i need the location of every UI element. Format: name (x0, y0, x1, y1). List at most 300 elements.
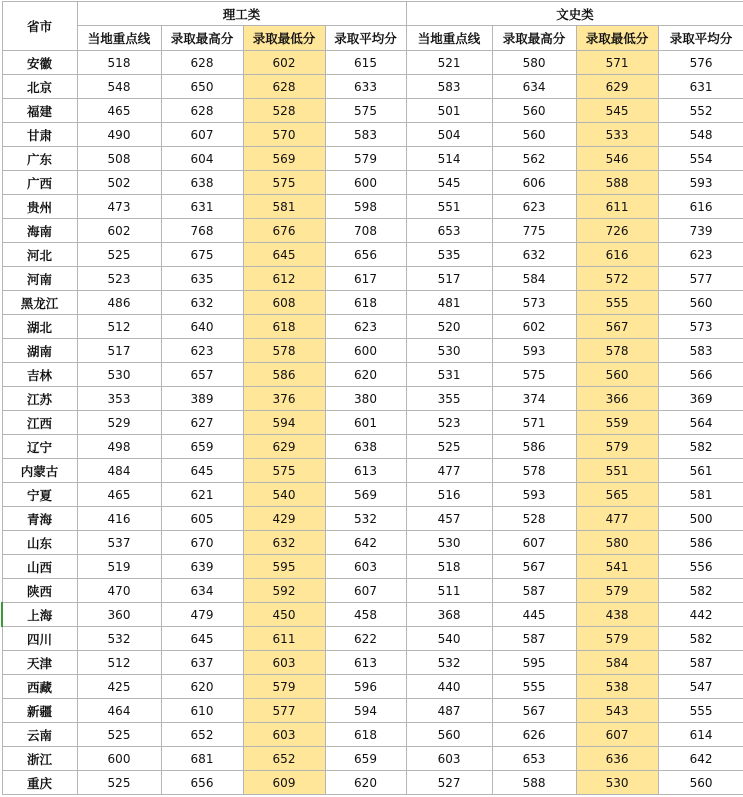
science-avg-score-cell: 615 (325, 51, 406, 75)
province-cell: 陕西 (2, 579, 77, 603)
arts-max-score-cell: 374 (492, 387, 576, 411)
science-min-score-cell: 586 (243, 363, 325, 387)
science-avg-score-cell: 601 (325, 411, 406, 435)
science-key-line-cell: 464 (77, 699, 161, 723)
arts-min-score-cell: 543 (576, 699, 658, 723)
arts-min-score-cell: 579 (576, 435, 658, 459)
science-min-score-cell: 645 (243, 243, 325, 267)
arts-max-score-cell: 606 (492, 171, 576, 195)
science-avg-score-cell: 583 (325, 123, 406, 147)
arts-max-score-cell: 602 (492, 315, 576, 339)
science-key-line-cell: 525 (77, 771, 161, 795)
province-cell: 河北 (2, 243, 77, 267)
table-row (2, 651, 743, 675)
arts-max-score-cell: 632 (492, 243, 576, 267)
science-avg-score-cell: 603 (325, 555, 406, 579)
arts-min-score-cell: 560 (576, 363, 658, 387)
province-cell: 重庆 (2, 771, 77, 795)
arts-max-score-cell: 626 (492, 723, 576, 747)
science-avg-score-cell: 532 (325, 507, 406, 531)
arts-min-score-cell: 580 (576, 531, 658, 555)
table-body (2, 51, 743, 795)
arts-avg-score-cell: 500 (658, 507, 743, 531)
science-key-line-cell: 486 (77, 291, 161, 315)
arts-avg-score-cell: 642 (658, 747, 743, 771)
table-row (2, 747, 743, 771)
science-avg-score-cell: 607 (325, 579, 406, 603)
science-avg-score-cell: 600 (325, 339, 406, 363)
table-row (2, 363, 743, 387)
table-row (2, 531, 743, 555)
science-max-score-cell: 479 (161, 603, 243, 627)
admission-score-table (1, 1, 743, 795)
table-row (2, 75, 743, 99)
science-min-score-cell: 629 (243, 435, 325, 459)
arts-max-score-cell: 588 (492, 771, 576, 795)
science-avg-score-cell: 659 (325, 747, 406, 771)
science-key-line-cell: 530 (77, 363, 161, 387)
arts-key-line-cell: 560 (406, 723, 492, 747)
province-cell: 云南 (2, 723, 77, 747)
science-min-score-cell: 575 (243, 459, 325, 483)
science-key-line-cell: 465 (77, 483, 161, 507)
province-cell: 江苏 (2, 387, 77, 411)
table-row (2, 483, 743, 507)
arts-min-score-cell: 546 (576, 147, 658, 171)
arts-max-score-cell: 575 (492, 363, 576, 387)
science-avg-score-cell: 569 (325, 483, 406, 507)
science-key-line-cell: 517 (77, 339, 161, 363)
science-min-score-cell: 376 (243, 387, 325, 411)
arts-max-score-cell: 567 (492, 699, 576, 723)
science-max-score-cell: 768 (161, 219, 243, 243)
science-key-line-cell: 525 (77, 723, 161, 747)
science-key-line-cell: 525 (77, 243, 161, 267)
science-min-score-cell: 592 (243, 579, 325, 603)
science-max-score-cell: 652 (161, 723, 243, 747)
table-row (2, 171, 743, 195)
arts-min-score-cell: 366 (576, 387, 658, 411)
science-max-score-cell: 634 (161, 579, 243, 603)
arts-avg-score-cell: 560 (658, 771, 743, 795)
province-cell: 湖北 (2, 315, 77, 339)
science-min-score-cell: 528 (243, 99, 325, 123)
province-cell: 山东 (2, 531, 77, 555)
science-avg-score-cell: 600 (325, 171, 406, 195)
province-cell: 广东 (2, 147, 77, 171)
table-row (2, 579, 743, 603)
arts-min-score-cell: 530 (576, 771, 658, 795)
province-cell: 青海 (2, 507, 77, 531)
arts-min-score-cell: 636 (576, 747, 658, 771)
science-avg-score-cell: 380 (325, 387, 406, 411)
science-group-header: 理工类 (77, 2, 406, 26)
table-row (2, 99, 743, 123)
province-cell: 浙江 (2, 747, 77, 771)
arts-avg-score-cell: 631 (658, 75, 743, 99)
science-max-score-cell: 623 (161, 339, 243, 363)
science-key-line-cell: 512 (77, 315, 161, 339)
arts-key-line-cell: 603 (406, 747, 492, 771)
province-cell: 内蒙古 (2, 459, 77, 483)
arts-max-score-cell: 584 (492, 267, 576, 291)
province-cell: 安徽 (2, 51, 77, 75)
arts-key-line-cell: 653 (406, 219, 492, 243)
science-min-score-cell: 540 (243, 483, 325, 507)
arts-max-score-cell: 586 (492, 435, 576, 459)
province-cell: 河南 (2, 267, 77, 291)
province-cell: 黑龙江 (2, 291, 77, 315)
science-max-score-cell: 640 (161, 315, 243, 339)
arts-max-score-cell: 560 (492, 123, 576, 147)
science-key-line-cell: 473 (77, 195, 161, 219)
arts-min-score-cell: 477 (576, 507, 658, 531)
science-key-line-cell: 518 (77, 51, 161, 75)
arts-key-line-cell: 481 (406, 291, 492, 315)
arts-avg-score-cell: 564 (658, 411, 743, 435)
arts-avg-score-cell: 547 (658, 675, 743, 699)
arts-max-score-cell: 623 (492, 195, 576, 219)
arts-avg-score-cell: 581 (658, 483, 743, 507)
arts-key-line-cell: 530 (406, 531, 492, 555)
arts-key-line-cell: 477 (406, 459, 492, 483)
arts-min-score-cell: 578 (576, 339, 658, 363)
science-max-score-cell: 656 (161, 771, 243, 795)
table-row (2, 411, 743, 435)
arts-max-score-cell: 587 (492, 627, 576, 651)
science-max-score-cell: 627 (161, 411, 243, 435)
table-row (2, 603, 743, 627)
province-cell: 江西 (2, 411, 77, 435)
science-key-line-cell: 523 (77, 267, 161, 291)
arts-avg-score-cell: 623 (658, 243, 743, 267)
table-row (2, 723, 743, 747)
science-avg-score-cell: 613 (325, 459, 406, 483)
science-avg-score-cell: 708 (325, 219, 406, 243)
science-max-score-cell: 650 (161, 75, 243, 99)
science-key-line-cell: 537 (77, 531, 161, 555)
science-min-score-cell: 602 (243, 51, 325, 75)
province-cell: 宁夏 (2, 483, 77, 507)
science-avg-score-cell: 623 (325, 315, 406, 339)
table-row (2, 195, 743, 219)
arts-min-score-cell: 559 (576, 411, 658, 435)
arts-avg-score-cell: 555 (658, 699, 743, 723)
science-max-score-cell: 635 (161, 267, 243, 291)
arts-max-score-cell: 634 (492, 75, 576, 99)
arts-max-score-cell: 578 (492, 459, 576, 483)
science-key-line-cell: 470 (77, 579, 161, 603)
science-min-score-cell: 603 (243, 651, 325, 675)
arts-max-score-cell: 555 (492, 675, 576, 699)
arts-min-score-cell: 588 (576, 171, 658, 195)
science-min-score-cell: 676 (243, 219, 325, 243)
science-key-line-cell: 502 (77, 171, 161, 195)
science-max-score-cell: 607 (161, 123, 243, 147)
arts-key-line-cell: 525 (406, 435, 492, 459)
col-header-avg: 录取平均分 (658, 26, 743, 51)
science-avg-score-cell: 579 (325, 147, 406, 171)
science-avg-score-cell: 638 (325, 435, 406, 459)
table-row (2, 387, 743, 411)
col-header-max: 录取最高分 (161, 26, 243, 51)
science-key-line-cell: 498 (77, 435, 161, 459)
table-row (2, 219, 743, 243)
arts-max-score-cell: 607 (492, 531, 576, 555)
arts-min-score-cell: 551 (576, 459, 658, 483)
col-header-max: 录取最高分 (492, 26, 576, 51)
province-cell: 海南 (2, 219, 77, 243)
science-avg-score-cell: 620 (325, 771, 406, 795)
province-cell: 天津 (2, 651, 77, 675)
arts-key-line-cell: 520 (406, 315, 492, 339)
arts-min-score-cell: 572 (576, 267, 658, 291)
province-cell: 辽宁 (2, 435, 77, 459)
science-max-score-cell: 657 (161, 363, 243, 387)
arts-avg-score-cell: 583 (658, 339, 743, 363)
science-max-score-cell: 675 (161, 243, 243, 267)
arts-min-score-cell: 579 (576, 627, 658, 651)
arts-avg-score-cell: 554 (658, 147, 743, 171)
science-avg-score-cell: 618 (325, 723, 406, 747)
arts-key-line-cell: 530 (406, 339, 492, 363)
arts-min-score-cell: 629 (576, 75, 658, 99)
science-key-line-cell: 353 (77, 387, 161, 411)
arts-min-score-cell: 571 (576, 51, 658, 75)
science-avg-score-cell: 620 (325, 363, 406, 387)
science-max-score-cell: 389 (161, 387, 243, 411)
science-avg-score-cell: 594 (325, 699, 406, 723)
arts-key-line-cell: 355 (406, 387, 492, 411)
table-row (2, 555, 743, 579)
science-key-line-cell: 512 (77, 651, 161, 675)
science-min-score-cell: 632 (243, 531, 325, 555)
science-min-score-cell: 570 (243, 123, 325, 147)
arts-min-score-cell: 555 (576, 291, 658, 315)
arts-key-line-cell: 551 (406, 195, 492, 219)
science-key-line-cell: 548 (77, 75, 161, 99)
science-max-score-cell: 637 (161, 651, 243, 675)
science-max-score-cell: 659 (161, 435, 243, 459)
science-min-score-cell: 594 (243, 411, 325, 435)
science-avg-score-cell: 613 (325, 651, 406, 675)
science-max-score-cell: 621 (161, 483, 243, 507)
arts-max-score-cell: 528 (492, 507, 576, 531)
science-max-score-cell: 632 (161, 291, 243, 315)
science-max-score-cell: 639 (161, 555, 243, 579)
arts-min-score-cell: 567 (576, 315, 658, 339)
table-row (2, 147, 743, 171)
arts-min-score-cell: 438 (576, 603, 658, 627)
science-avg-score-cell: 622 (325, 627, 406, 651)
arts-max-score-cell: 573 (492, 291, 576, 315)
arts-min-score-cell: 545 (576, 99, 658, 123)
header-row-groups (2, 2, 743, 26)
province-cell: 吉林 (2, 363, 77, 387)
arts-max-score-cell: 595 (492, 651, 576, 675)
table-row (2, 627, 743, 651)
arts-max-score-cell: 653 (492, 747, 576, 771)
science-key-line-cell: 425 (77, 675, 161, 699)
table-row (2, 675, 743, 699)
science-min-score-cell: 581 (243, 195, 325, 219)
science-key-line-cell: 484 (77, 459, 161, 483)
arts-avg-score-cell: 614 (658, 723, 743, 747)
arts-avg-score-cell: 560 (658, 291, 743, 315)
arts-key-line-cell: 532 (406, 651, 492, 675)
arts-min-score-cell: 579 (576, 579, 658, 603)
science-avg-score-cell: 575 (325, 99, 406, 123)
arts-min-score-cell: 533 (576, 123, 658, 147)
science-min-score-cell: 578 (243, 339, 325, 363)
science-max-score-cell: 628 (161, 51, 243, 75)
science-min-score-cell: 618 (243, 315, 325, 339)
arts-key-line-cell: 440 (406, 675, 492, 699)
province-cell: 四川 (2, 627, 77, 651)
science-key-line-cell: 360 (77, 603, 161, 627)
table-row (2, 51, 743, 75)
science-avg-score-cell: 596 (325, 675, 406, 699)
science-max-score-cell: 605 (161, 507, 243, 531)
science-key-line-cell: 519 (77, 555, 161, 579)
science-min-score-cell: 609 (243, 771, 325, 795)
province-header: 省市 (2, 2, 77, 51)
arts-key-line-cell: 514 (406, 147, 492, 171)
table-row (2, 267, 743, 291)
arts-min-score-cell: 541 (576, 555, 658, 579)
arts-max-score-cell: 560 (492, 99, 576, 123)
science-key-line-cell: 602 (77, 219, 161, 243)
arts-key-line-cell: 518 (406, 555, 492, 579)
arts-max-score-cell: 562 (492, 147, 576, 171)
province-cell: 福建 (2, 99, 77, 123)
science-max-score-cell: 645 (161, 459, 243, 483)
arts-key-line-cell: 504 (406, 123, 492, 147)
arts-avg-score-cell: 582 (658, 579, 743, 603)
science-avg-score-cell: 618 (325, 291, 406, 315)
arts-avg-score-cell: 442 (658, 603, 743, 627)
arts-key-line-cell: 516 (406, 483, 492, 507)
science-min-score-cell: 608 (243, 291, 325, 315)
province-cell: 上海 (2, 603, 77, 627)
arts-avg-score-cell: 561 (658, 459, 743, 483)
col-header-key-line: 当地重点线 (406, 26, 492, 51)
arts-max-score-cell: 580 (492, 51, 576, 75)
col-header-min: 录取最低分 (243, 26, 325, 51)
science-key-line-cell: 416 (77, 507, 161, 531)
col-header-avg: 录取平均分 (325, 26, 406, 51)
science-key-line-cell: 490 (77, 123, 161, 147)
province-cell: 北京 (2, 75, 77, 99)
science-max-score-cell: 628 (161, 99, 243, 123)
arts-avg-score-cell: 576 (658, 51, 743, 75)
science-key-line-cell: 600 (77, 747, 161, 771)
arts-key-line-cell: 540 (406, 627, 492, 651)
arts-max-score-cell: 593 (492, 483, 576, 507)
table-row (2, 123, 743, 147)
science-avg-score-cell: 617 (325, 267, 406, 291)
arts-key-line-cell: 501 (406, 99, 492, 123)
arts-max-score-cell: 571 (492, 411, 576, 435)
arts-key-line-cell: 523 (406, 411, 492, 435)
science-min-score-cell: 575 (243, 171, 325, 195)
science-min-score-cell: 577 (243, 699, 325, 723)
science-min-score-cell: 429 (243, 507, 325, 531)
table-row (2, 771, 743, 795)
table-row (2, 435, 743, 459)
science-avg-score-cell: 458 (325, 603, 406, 627)
table-row (2, 459, 743, 483)
arts-key-line-cell: 368 (406, 603, 492, 627)
arts-key-line-cell: 521 (406, 51, 492, 75)
arts-avg-score-cell: 552 (658, 99, 743, 123)
science-key-line-cell: 532 (77, 627, 161, 651)
col-header-min: 录取最低分 (576, 26, 658, 51)
arts-max-score-cell: 587 (492, 579, 576, 603)
science-min-score-cell: 611 (243, 627, 325, 651)
arts-key-line-cell: 511 (406, 579, 492, 603)
arts-key-line-cell: 457 (406, 507, 492, 531)
table-row (2, 315, 743, 339)
province-cell: 湖南 (2, 339, 77, 363)
arts-avg-score-cell: 593 (658, 171, 743, 195)
arts-avg-score-cell: 573 (658, 315, 743, 339)
province-cell: 西藏 (2, 675, 77, 699)
science-min-score-cell: 579 (243, 675, 325, 699)
science-max-score-cell: 638 (161, 171, 243, 195)
science-key-line-cell: 529 (77, 411, 161, 435)
arts-key-line-cell: 527 (406, 771, 492, 795)
science-avg-score-cell: 633 (325, 75, 406, 99)
arts-min-score-cell: 616 (576, 243, 658, 267)
science-min-score-cell: 628 (243, 75, 325, 99)
science-min-score-cell: 603 (243, 723, 325, 747)
arts-avg-score-cell: 548 (658, 123, 743, 147)
arts-group-header: 文史类 (406, 2, 743, 26)
arts-max-score-cell: 567 (492, 555, 576, 579)
table-row (2, 339, 743, 363)
science-min-score-cell: 652 (243, 747, 325, 771)
arts-avg-score-cell: 582 (658, 435, 743, 459)
arts-max-score-cell: 593 (492, 339, 576, 363)
arts-min-score-cell: 726 (576, 219, 658, 243)
province-cell: 山西 (2, 555, 77, 579)
science-avg-score-cell: 656 (325, 243, 406, 267)
science-min-score-cell: 612 (243, 267, 325, 291)
arts-avg-score-cell: 369 (658, 387, 743, 411)
arts-min-score-cell: 538 (576, 675, 658, 699)
science-max-score-cell: 631 (161, 195, 243, 219)
col-header-key-line: 当地重点线 (77, 26, 161, 51)
table-row (2, 243, 743, 267)
arts-min-score-cell: 611 (576, 195, 658, 219)
arts-avg-score-cell: 577 (658, 267, 743, 291)
table-row (2, 699, 743, 723)
arts-avg-score-cell: 582 (658, 627, 743, 651)
arts-avg-score-cell: 556 (658, 555, 743, 579)
province-cell: 新疆 (2, 699, 77, 723)
science-max-score-cell: 610 (161, 699, 243, 723)
arts-avg-score-cell: 586 (658, 531, 743, 555)
arts-key-line-cell: 517 (406, 267, 492, 291)
arts-key-line-cell: 531 (406, 363, 492, 387)
science-min-score-cell: 569 (243, 147, 325, 171)
arts-key-line-cell: 545 (406, 171, 492, 195)
table-row (2, 507, 743, 531)
arts-key-line-cell: 583 (406, 75, 492, 99)
arts-avg-score-cell: 616 (658, 195, 743, 219)
science-max-score-cell: 620 (161, 675, 243, 699)
